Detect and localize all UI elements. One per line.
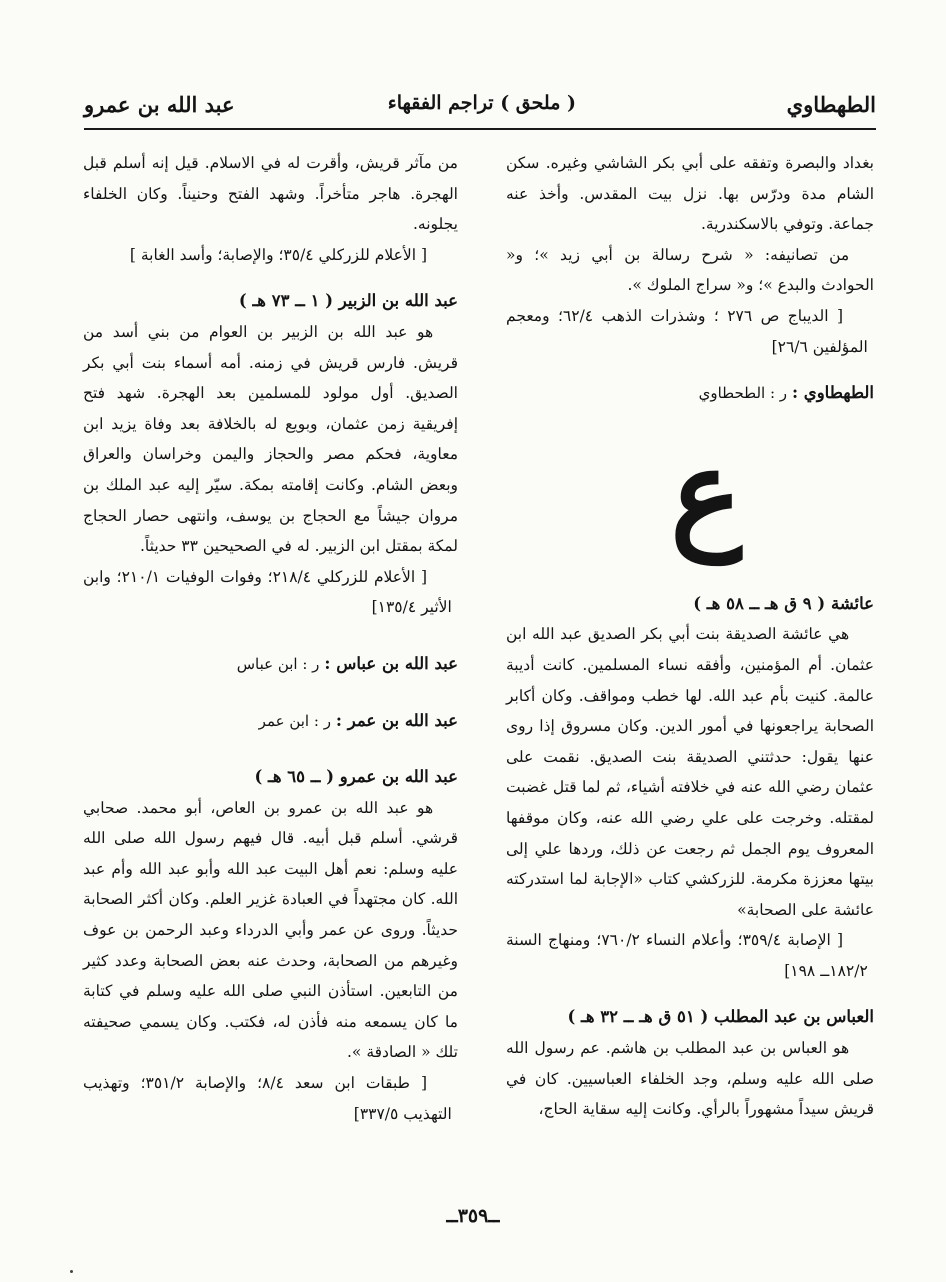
header-left-title: عبد الله بن عمرو xyxy=(84,92,235,117)
section-letter-box xyxy=(506,409,874,589)
reference: [ طبقات ابن سعد ٨/٤؛ والإصابة ٣٥١/٢؛ وتهذيب التهذيب ٣٣٧/٥] xyxy=(83,1074,452,1123)
entry-heading: عبد الله بن عمر : xyxy=(335,710,458,730)
scan-speck xyxy=(70,1270,73,1273)
entry-heading: عبد الله بن عباس : xyxy=(324,653,458,673)
section-letter: ع xyxy=(670,422,742,564)
running-header xyxy=(84,92,876,128)
entry-heading: عبد الله بن الزبير ( ١ ــ ٧٣ هـ ) xyxy=(238,291,458,311)
reference: [ الإصابة ٣٥٩/٤؛ وأعلام النساء ٧٦٠/٢؛ ومنهاج السنة ١٨٢/٢ــ ١٩٨] xyxy=(506,931,868,980)
right-column xyxy=(506,148,874,1125)
entry-heading: الطهطاوي : xyxy=(791,383,874,403)
paragraph: هو العباس بن عبد المطلب بن هاشم. عم رسول الله صلى الله عليه وسلم، وجد الخلفاء العباسيين. كان في قريش سيداً مشهوراً بالرأي. وكانت إليه سقاية الحاج، xyxy=(506,1039,874,1119)
paragraph: من مآثر قريش، وأقرت له في الاسلام. قيل إنه أسلم قبل الهجرة. هاجر متأخراً. وشهد الفتح وحنيناً. وكان الخلفاء يجلونه. xyxy=(83,154,458,234)
paragraph: هو عبد الله بن الزبير بن العوام من بني أسد من قريش. فارس قريش في زمنه. أمه أسماء بنت أبي بكر الصديق. أول مولود للمسلمين بعد الهجرة. شهد فتح إفريقية زمن عثمان، وبويع له بالخلافة بعد وفاة يزيد ابن معاوية، فحكم مصر والحجاز واليمن وخراسان والعراق وبعض الشام. وكانت إقامته بمكة. سيّر إليه عبد الملك بن مروان جيشاً مع الحجاج بن يوسف، وانتهى حصار الحجاج لمكة بمقتل ابن الزبير. له في الصحيحين ٣٣ حديثاً. xyxy=(83,322,458,556)
entry-tahtawi xyxy=(506,378,874,409)
paragraph: هو عبد الله بن عمرو بن العاص، أبو محمد. صحابي قرشي. أسلم قبل أبيه. قال فيهم رسول الله صلى الله عليه وسلم: نعم أهل البيت عبد الله وأبو عبد الله وأم عبد الله. كان مجتهداً في العبادة غزير العلم. وكان أكثر الصحابة حديثاً. وروى عن عمر وأبي الدرداء وعبد الرحمن بن عوف وغيرهم من الصحابة، وحدث عنه بعض الصحابة وعدد كثير من التابعين. استأذن النبي صلى الله عليه وسلم في كتابة ما كان يسمعه منه فأذن له، فكتب. وكان يسمي صحيفته تلك « الصادقة ». xyxy=(83,798,458,1062)
entry-abdullah-ibn-umar xyxy=(83,706,458,737)
page-number: ــ٣٥٩ــ xyxy=(446,1205,500,1227)
reference: [ الأعلام للزركلي ٣٥/٤؛ والإصابة؛ وأسد الغابة ] xyxy=(129,245,428,264)
entry-heading: عبد الله بن عمرو ( ــ ٦٥ هـ ) xyxy=(254,767,458,787)
cross-reference: ر : ابن عباس xyxy=(236,654,320,673)
cross-reference: ر : ابن عمر xyxy=(258,711,331,730)
entry-heading: عائشة ( ٩ ق هـ ــ ٥٨ هـ ) xyxy=(693,593,874,613)
left-column xyxy=(83,148,458,1129)
cross-reference: ر : الطحطاوي xyxy=(698,384,788,403)
paragraph: من تصانيفه: « شرح رسالة بن أبي زيد »؛ و« الحوادث والبدع »؛ و« سراج الملوك ». xyxy=(506,245,874,295)
entry-heading: العباس بن عبد المطلب ( ٥١ ق هـ ــ ٣٢ هـ ) xyxy=(567,1007,874,1027)
header-right-title: الطهطاوي xyxy=(786,92,876,117)
reference: [ الأعلام للزركلي ٢١٨/٤؛ وفوات الوفيات ٢١٠/١؛ وابن الأثير ١٣٥/٤] xyxy=(83,567,452,617)
reference: [ الديباج ص ٢٧٦ ؛ وشذرات الذهب ٦٢/٤؛ ومعجم المؤلفين ٢٦/٦] xyxy=(506,306,868,356)
paragraph: هي عائشة الصديقة بنت أبي بكر الصديق عبد الله ابن عثمان. أم المؤمنين، وأفقه نساء المسلمين. كانت أديبة عالمة. كنيت بأم عبد الله. لها خطب ومواقف. وكان أكابر الصحابة يراجعونها في أمور الدين. وكان مسروق إذا روى عنها يقول: حدثتني الصديقة بنت الصديق. نقمت على عثمان رضي الله عنه في خلافته أشياء، ثم لما قتل غضبت لمقتله. وخرجت على علي رضي الله عنه، وكان موقفها المعروف يوم الجمل ثم رجعت عن ذلك، وردها علي إلى بيتها معززة مكرمة. للزركشي كتاب «الإجابة لما استدركته عائشة على الصحابة» xyxy=(506,625,874,919)
paragraph: بغداد والبصرة وتفقه على أبي بكر الشاشي وغيره. سكن الشام مدة ودرّس بها. نزل بيت المقدس. وأخذ عنه جماعة. وتوفي بالاسكندرية. xyxy=(506,154,874,234)
header-rule xyxy=(84,128,876,130)
entry-abdullah-ibn-abbas xyxy=(83,649,458,680)
header-center-title: ( ملحق ) تراجم الفقهاء xyxy=(387,92,576,114)
